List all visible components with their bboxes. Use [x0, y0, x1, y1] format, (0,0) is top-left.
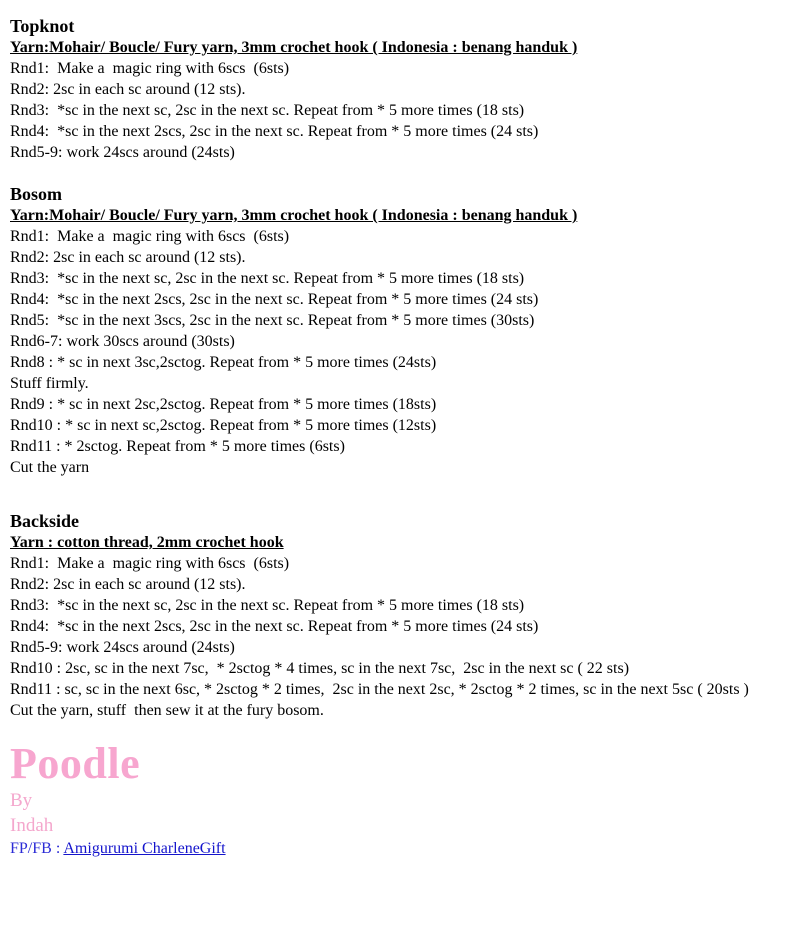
step-line: Cut the yarn	[10, 459, 90, 476]
step-line: Rnd5-9: work 24scs around (24sts)	[10, 639, 235, 656]
step-line: Rnd10 : * sc in next sc,2sctog. Repeat from * 5 more times (12sts)	[10, 417, 437, 434]
bosom-yarn: Yarn:Mohair/ Boucle/ Fury yarn, 3mm crochet hook ( Indonesia : benang handuk )	[10, 207, 578, 224]
step-line: Rnd4: *sc in the next 2scs, 2sc in the next sc. Repeat from * 5 more times (24 sts)	[10, 123, 539, 140]
section-spacer	[10, 163, 792, 184]
step-line: Rnd4: *sc in the next 2scs, 2sc in the next sc. Repeat from * 5 more times (24 sts)	[10, 618, 539, 635]
pattern-title: Poodle	[10, 739, 141, 788]
step-line: Rnd2: 2sc in each sc around (12 sts).	[10, 249, 246, 266]
backside-section	[10, 511, 792, 721]
backside-yarn: Yarn : cotton thread, 2mm crochet hook	[10, 534, 284, 551]
topknot-title: Topknot	[10, 16, 75, 36]
fb-page-link[interactable]: Amigurumi CharleneGift	[63, 840, 226, 857]
step-line: Rnd1: Make a magic ring with 6scs (6sts)	[10, 555, 290, 572]
step-line: Rnd3: *sc in the next sc, 2sc in the next sc. Repeat from * 5 more times (18 sts)	[10, 102, 525, 119]
bosom-steps	[10, 226, 792, 478]
step-line: Rnd9 : * sc in next 2sc,2sctog. Repeat from * 5 more times (18sts)	[10, 396, 437, 413]
step-line: Rnd6-7: work 30scs around (30sts)	[10, 333, 235, 350]
step-line: Rnd5: *sc in the next 3scs, 2sc in the next sc. Repeat from * 5 more times (30sts)	[10, 312, 535, 329]
step-line: Stuff firmly.	[10, 375, 89, 392]
backside-title: Backside	[10, 511, 80, 531]
topknot-section	[10, 16, 792, 163]
section-spacer	[10, 721, 792, 740]
step-line: Rnd11 : * 2sctog. Repeat from * 5 more times (6sts)	[10, 438, 345, 455]
topknot-yarn: Yarn:Mohair/ Boucle/ Fury yarn, 3mm crochet hook ( Indonesia : benang handuk )	[10, 39, 578, 56]
fb-line	[10, 838, 792, 859]
author-name: Indah	[10, 815, 54, 836]
step-line: Rnd2: 2sc in each sc around (12 sts).	[10, 576, 246, 593]
step-line: Rnd3: *sc in the next sc, 2sc in the next sc. Repeat from * 5 more times (18 sts)	[10, 597, 525, 614]
section-spacer	[10, 478, 792, 511]
pattern-document	[10, 16, 792, 859]
step-line: Rnd3: *sc in the next sc, 2sc in the next sc. Repeat from * 5 more times (18 sts)	[10, 270, 525, 287]
by-label: By	[10, 790, 33, 811]
step-line: Rnd5-9: work 24scs around (24sts)	[10, 144, 235, 161]
bosom-section	[10, 184, 792, 478]
step-line: Cut the yarn, stuff then sew it at the fury bosom.	[10, 702, 324, 719]
step-line: Rnd10 : 2sc, sc in the next 7sc, * 2sctog * 4 times, sc in the next 7sc, 2sc in the next sc ( 22 sts)	[10, 660, 630, 677]
credits	[10, 740, 792, 859]
fb-prefix: FP/FB :	[10, 840, 64, 857]
step-line: Rnd8 : * sc in next 3sc,2sctog. Repeat from * 5 more times (24sts)	[10, 354, 437, 371]
step-line: Rnd11 : sc, sc in the next 6sc, * 2sctog * 2 times, 2sc in the next 2sc, * 2sctog * 2 times, sc in the next 5sc ( 20sts )	[10, 681, 749, 698]
step-line: Rnd4: *sc in the next 2scs, 2sc in the next sc. Repeat from * 5 more times (24 sts)	[10, 291, 539, 308]
bosom-title: Bosom	[10, 184, 63, 204]
backside-steps	[10, 553, 792, 721]
step-line: Rnd1: Make a magic ring with 6scs (6sts)	[10, 60, 290, 77]
step-line: Rnd1: Make a magic ring with 6scs (6sts)	[10, 228, 290, 245]
step-line: Rnd2: 2sc in each sc around (12 sts).	[10, 81, 246, 98]
topknot-steps	[10, 58, 792, 163]
